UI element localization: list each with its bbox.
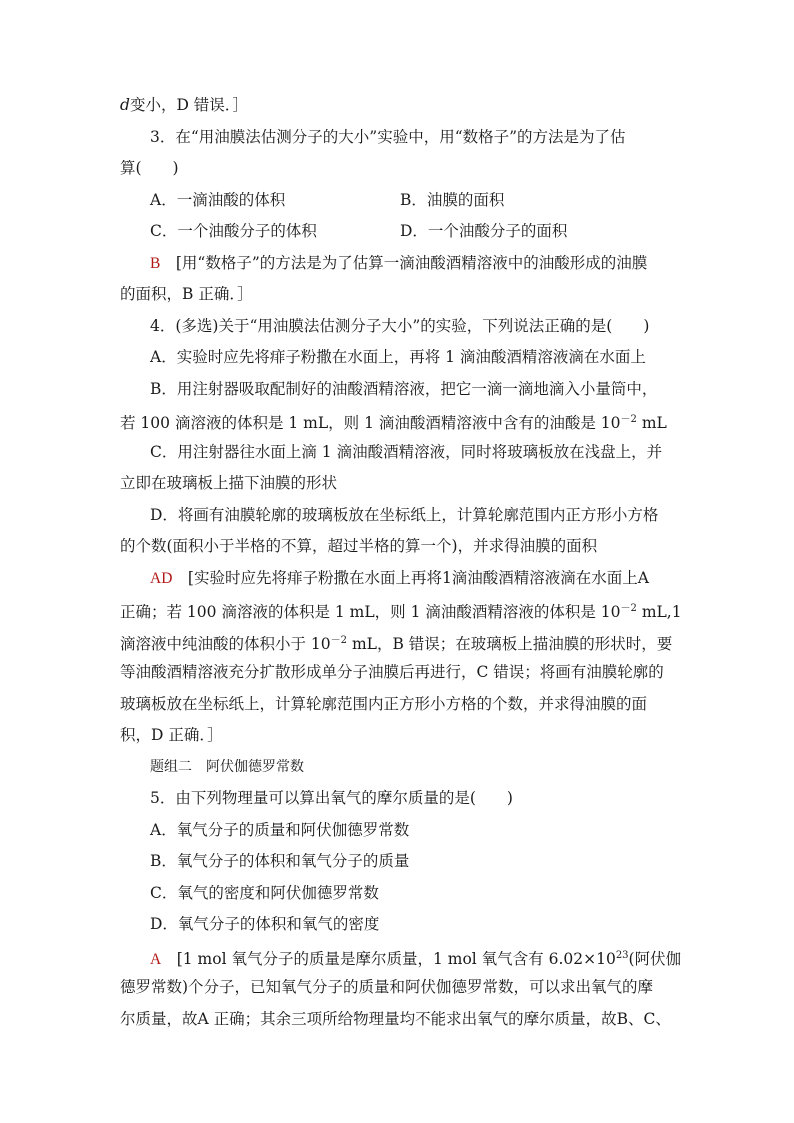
option-row <box>150 220 680 242</box>
option-d: D．将画有油膜轮廓的玻璃板放在坐标纸上，计算轮廓范围内正方形小方格 <box>150 506 659 524</box>
answer-key: AD <box>150 570 173 587</box>
section-heading: 题组二 阿伏伽德罗常数 <box>150 759 304 775</box>
option-c: C．氧气的密度和阿伏伽德罗常数 <box>150 884 379 902</box>
answer-explanation: A [1 mol 氧气分子的质量是摩尔质量，1 mol 氧气含有 $6.02\times 10^{23}$(阿伏伽 <box>150 950 682 968</box>
option-b: B．用注射器吸取配制好的油酸酒精溶液，把它一滴一滴地滴入小量筒中， <box>150 380 658 398</box>
option-a: A．实验时应先将痱子粉撒在水面上，再将 1 滴油酸酒精溶液滴在水面上 <box>150 348 646 366</box>
text-line: 的面积，B 正确．］ <box>120 285 253 303</box>
option-row <box>150 189 680 211</box>
question-5-stem: 5．由下列物理量可以算出氧气的摩尔质量的是( ) <box>150 789 513 807</box>
option-c: C．一个油酸分子的体积 <box>150 222 317 240</box>
text-line: 尔质量，故A 正确；其余三项所给物理量均不能求出氧气的摩尔质量，故B、C、 <box>120 1010 671 1028</box>
text-line: 德罗常数)个分子，已知氧气分子的质量和阿伏伽德罗常数，可以求出氧气的摩 <box>120 978 654 996</box>
text-line: 若 100 滴溶液的体积是 1 mL，则 1 滴油酸酒精溶液中含有的油酸是 $10^{-2}$ mL <box>120 414 667 432</box>
answer-key: B <box>150 255 161 272</box>
option-a: A．一滴油酸的体积 <box>150 191 286 209</box>
answer-explanation: B [用“数格子”的方法是为了估算一滴油酸酒精溶液中的油酸形成的油膜 <box>150 254 648 272</box>
text-line: 等油酸酒精溶液充分扩散形成单分子油膜后再进行，C 错误；将画有油膜轮廓的 <box>120 663 664 681</box>
text-line: 积，D 正确．］ <box>120 726 223 744</box>
option-d: D．一个油酸分子的面积 <box>400 222 568 240</box>
answer-explanation: AD [实验时应先将痱子粉撒在水面上再将1滴油酸酒精溶液滴在水面上A <box>150 569 649 587</box>
option-c: C．用注射器往水面上滴 1 滴油酸酒精溶液，同时将玻璃板放在浅盘上，并 <box>150 443 663 461</box>
text-line: 玻璃板放在坐标纸上，计算轮廓范围内正方形小方格的个数，并求得油膜的面 <box>120 695 648 713</box>
option-a: A．氧气分子的质量和阿伏伽德罗常数 <box>150 821 410 839</box>
text-line: 算( ) <box>120 159 179 177</box>
question-4-stem: 4．(多选)关于“用油膜法估测分子大小”的实验，下列说法正确的是( ) <box>150 317 650 335</box>
text-line: 滴溶液中纯油酸的体积小于 $10^{-2}$ mL，B 错误；在玻璃板上描油膜的形状时，要 <box>120 635 673 653</box>
text-line: d变小，D 错误．］ <box>120 96 249 114</box>
text-line: 正确；若 100 滴溶液的体积是 1 mL，则 1 滴油酸酒精溶液的体积是 $10^{-2}$ mL,1 <box>120 603 682 621</box>
option-d: D．氧气分子的体积和氧气的密度 <box>150 915 380 933</box>
answer-key: A <box>150 951 162 968</box>
text-line: 的个数(面积小于半格的不算，超过半格的算一个)，并求得油膜的面积 <box>120 537 598 555</box>
option-b: B．氧气分子的体积和氧气分子的质量 <box>150 852 410 870</box>
question-3-stem: 3．在“用油膜法估测分子的大小”实验中，用“数格子”的方法是为了估 <box>150 128 626 146</box>
option-b: B．油膜的面积 <box>400 191 505 209</box>
text-line: 立即在玻璃板上描下油膜的形状 <box>120 474 338 492</box>
